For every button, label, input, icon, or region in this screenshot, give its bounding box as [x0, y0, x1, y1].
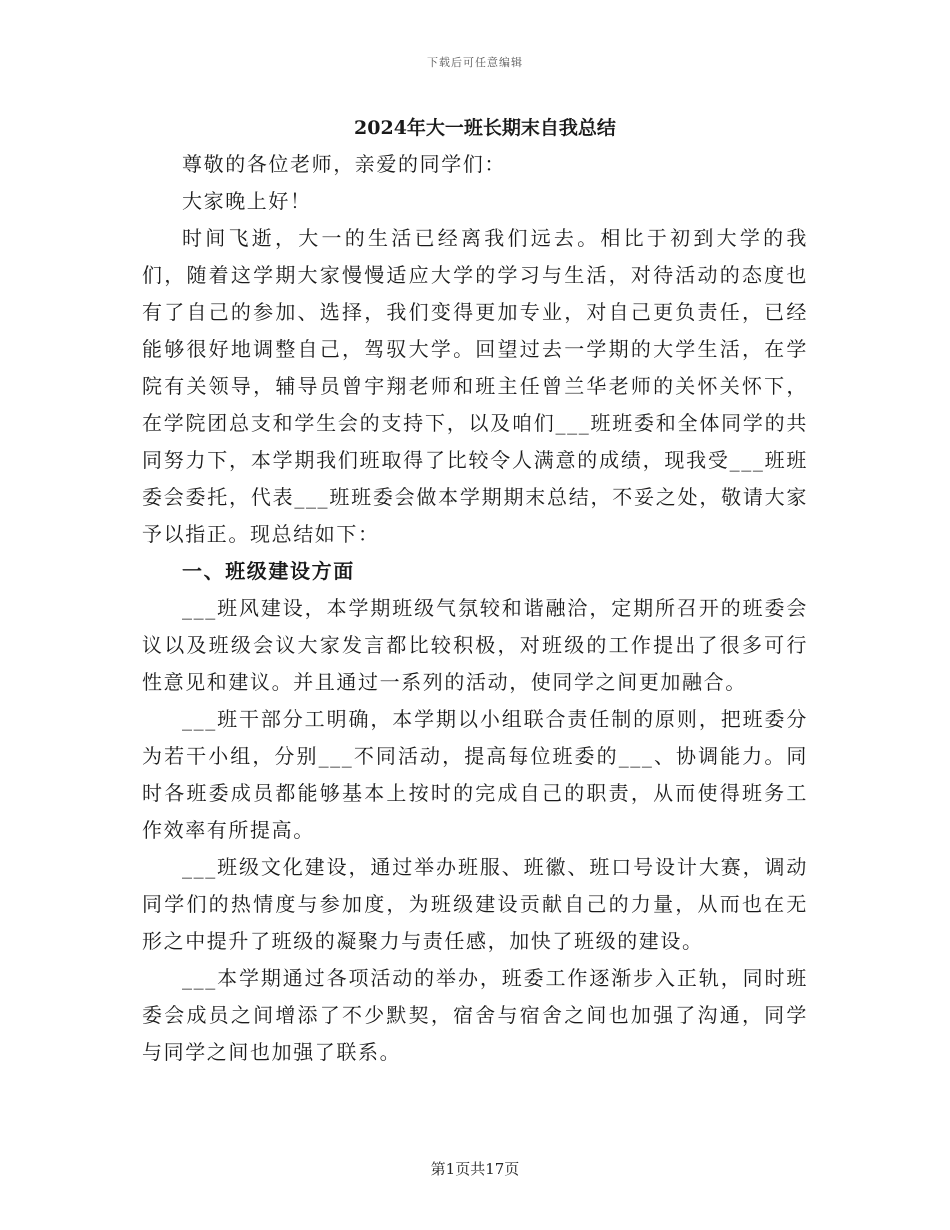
section-paragraph-4: ___本学期通过各项活动的举办，班委工作逐渐步入正轨，同时班委会成员之间增添了不少默契，宿舍与宿舍之间也加强了沟通，同学与同学之间也加强了联系。 — [142, 966, 808, 1064]
intro-paragraph: 时间飞逝，大一的生活已经离我们远去。相比于初到大学的我们，随着这学期大家慢慢适应大学的学习与生活，对待活动的态度也有了自己的参加、选择，我们变得更加专业，对自己更负责任，已经能够很好地调整自己，驾驭大学。回望过去一学期的大学生活，在学院有关领导，辅导员曾宇翔老师和班主任曾兰华老师的关怀关怀下，在学院团总支和学生会的支持下，以及咱们___班班委和全体同学的共同努力下，本学期我们班取得了比较令人满意的成绩，现我受___班班委会委托，代表___班班委会做本学期期末总结，不妥之处，敬请大家予以指正。现总结如下： — [142, 226, 808, 546]
page-footer: 第1页共17页 — [430, 1160, 520, 1178]
section-paragraph-3: ___班级文化建设，通过举办班服、班徽、班口号设计大赛，调动同学们的热情度与参加度，为班级建设贡献自己的力量，从而也在无形之中提升了班级的凝聚力与责任感，加快了班级的建设。 — [142, 855, 808, 953]
section-paragraph-2: ___班干部分工明确，本学期以小组联合责任制的原则，把班委分为若干小组，分别___不同活动，提高每位班委的___、协调能力。同时各班委成员都能够基本上按时的完成自己的职责，从而使得班务工作效率有所提高。 — [142, 707, 808, 842]
page-title: 2024年大一班长期末自我总结 — [354, 117, 616, 139]
header-note: 下载后可任意编辑 — [427, 56, 523, 69]
greeting-2: 大家晚上好！ — [182, 189, 312, 213]
document-body — [142, 110, 808, 1071]
greeting: 尊敬的各位老师，亲爱的同学们： — [182, 152, 506, 176]
section-heading: 一、班级建设方面 — [182, 559, 355, 583]
section-paragraph-1: ___班风建设，本学期班级气氛较和谐融洽，定期所召开的班委会议以及班级会议大家发言都比较积极，对班级的工作提出了很多可行性意见和建议。并且通过一系列的活动，使同学之间更加融合。 — [142, 596, 808, 694]
